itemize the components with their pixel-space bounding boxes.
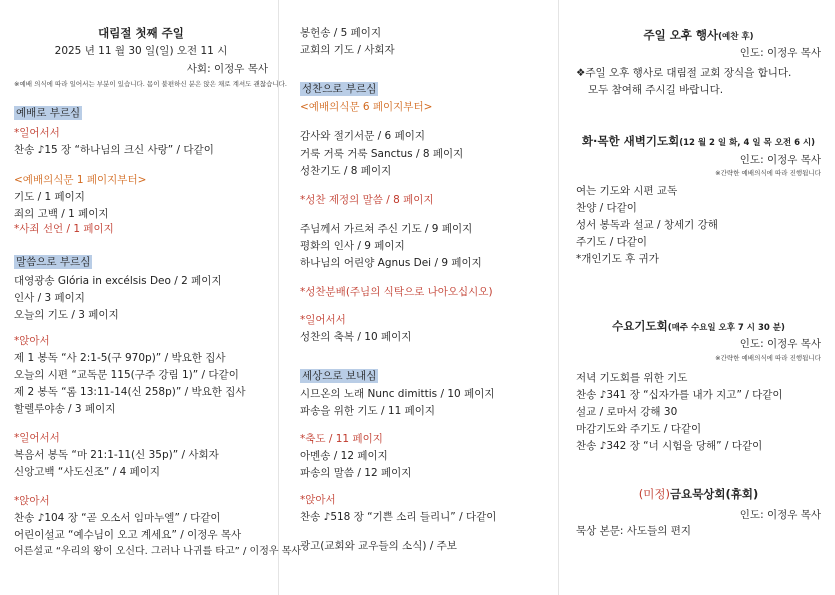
order-item-amen: 아멘송 / 12 페이지 — [300, 450, 388, 462]
stand-cue: *일어서서 — [14, 432, 60, 444]
dawn-title: 화·목한 새벽기도회 — [581, 134, 680, 148]
liturgy-reference: <예배의식문 6 페이지부터> — [300, 101, 433, 113]
wednesday-item: 찬송 ♪341 장 “십자가를 내가 지고” / 다같이 — [576, 389, 783, 401]
order-item-children-sermon: 어린이설교 “예수님이 오고 계세요” / 이정우 목사 — [14, 529, 242, 541]
afternoon-text: ❖주일 오후 행사로 대림절 교회 장식을 합니다. — [576, 67, 792, 79]
order-item-words-of-institution: *성찬 제정의 말씀 / 8 페이지 — [300, 194, 434, 206]
section-header-word: 말씀으로 부르심 — [16, 256, 91, 268]
afternoon-text: 모두 참여해 주시길 바랍니다. — [588, 84, 724, 96]
order-item-offertory: 봉헌송 / 5 페이지 — [300, 27, 382, 39]
wednesday-leader: 인도: 이정우 목사 — [739, 338, 821, 350]
order-item-announcements: 광고(교회와 교우들의 소식) / 주보 — [300, 540, 457, 552]
stand-cue: *일어서서 — [14, 127, 60, 139]
order-item-intercession: 교회의 기도 / 사회자 — [300, 44, 395, 56]
wednesday-heading — [576, 321, 821, 333]
sit-cue: *앉아서 — [300, 494, 336, 506]
order-item-distribution: *성찬분배(주님의 식탁으로 나아오십시오) — [300, 286, 493, 298]
order-item-collect: 오늘의 기도 / 3 페이지 — [14, 309, 119, 321]
service-title: 대림절 첫째 주일 — [98, 26, 184, 40]
dawn-note: ※간략한 예배의식에 따라 진행됩니다 — [715, 169, 821, 177]
bulletin-panel-3 — [558, 0, 835, 595]
dawn-suffix: (12 월 2 일 화, 4 일 목 오전 6 시) — [679, 138, 816, 148]
order-item-psalm: 오늘의 시편 “교독문 115(구주 강림 1)” / 다같이 — [14, 369, 239, 381]
section-header-eucharist: 성찬으로 부르심 — [302, 83, 377, 95]
dawn-item: 여는 기도와 시편 교독 — [576, 185, 678, 197]
order-item-reading1: 제 1 봉독 “사 2:1-5(구 970p)” / 박요한 집사 — [14, 352, 226, 364]
bulletin-panel-1 — [0, 0, 302, 595]
order-item-gospel: 복음서 봉독 “마 21:1-11(신 35p)” / 사회자 — [14, 449, 219, 461]
afternoon-heading — [576, 30, 821, 42]
wednesday-note: ※간략한 예배의식에 따라 진행됩니다 — [715, 354, 821, 362]
sit-cue: *앉아서 — [14, 495, 50, 507]
dawn-item: 성서 봉독과 설교 / 창세기 강해 — [576, 219, 718, 231]
order-item-confession: 죄의 고백 / 1 페이지 — [14, 208, 109, 220]
service-host: 사회: 이정우 목사 — [186, 63, 268, 75]
service-datetime: 2025 년 11 월 30 일(일) 오전 11 시 — [54, 45, 228, 57]
order-item-nunc-dimittis: 시므온의 노래 Nunc dimittis / 10 페이지 — [300, 388, 495, 400]
order-item-alleluia: 할렐루야송 / 3 페이지 — [14, 403, 116, 415]
wednesday-item: 마감기도와 주기도 / 다같이 — [576, 423, 702, 435]
dawn-heading — [576, 136, 821, 148]
friday-title: 금요묵상회(휴회) — [669, 487, 759, 501]
afternoon-leader: 인도: 이정우 목사 — [739, 47, 821, 59]
order-item-reading2: 제 2 봉독 “롬 13:11-14(신 258p)” / 박요한 집사 — [14, 386, 246, 398]
order-item-benediction: *축도 / 11 페이지 — [300, 433, 383, 445]
wednesday-item: 찬송 ♪342 장 “너 시험을 당해” / 다같이 — [576, 440, 763, 452]
friday-leader: 인도: 이정우 목사 — [739, 509, 821, 521]
order-item-prayer: 기도 / 1 페이지 — [14, 191, 85, 203]
section-header-call-to-worship: 예배로 부르심 — [16, 107, 81, 119]
wednesday-suffix: (매주 수요일 오후 7 시 30 분) — [667, 323, 785, 333]
order-item-communion-blessing: 성찬의 축복 / 10 페이지 — [300, 331, 412, 343]
order-item-peace: 평화의 인사 / 9 페이지 — [300, 240, 405, 252]
stand-cue: *일어서서 — [300, 314, 346, 326]
hymn-item: 찬송 ♪518 장 “기쁜 소리 들리니” / 다같이 — [300, 511, 497, 523]
order-item-sermon: 어른설교 “우리의 왕이 오신다. 그러나 나귀를 타고” / 이정우 목사 — [14, 546, 302, 557]
wednesday-title: 수요기도회 — [612, 319, 668, 333]
afternoon-title: 주일 오후 행사 — [643, 28, 719, 42]
order-item-greeting: 인사 / 3 페이지 — [14, 292, 85, 304]
bulletin-panel-2 — [278, 0, 558, 595]
order-item-dismissal: 파송의 말씀 / 12 페이지 — [300, 467, 412, 479]
hymn-item: 찬송 ♪104 장 “곧 오소서 임마누엘” / 다같이 — [14, 512, 221, 524]
section-header-sending: 세상으로 보내심 — [302, 370, 377, 382]
wednesday-item: 설교 / 로마서 강해 30 — [576, 406, 678, 418]
sit-cue: *앉아서 — [14, 335, 50, 347]
order-item-creed: 신앙고백 “사도신조” / 4 페이지 — [14, 466, 161, 478]
dawn-item: *개인기도 후 귀가 — [576, 253, 659, 265]
order-item-thanksgiving: 감사와 절기서문 / 6 페이지 — [300, 130, 425, 142]
hymn-item: 찬송 ♪15 장 “하나님의 크신 사랑” / 다같이 — [14, 144, 214, 156]
friday-text: 묵상 본문: 사도들의 편지 — [576, 525, 691, 537]
wednesday-item: 저녁 기도회를 위한 기도 — [576, 372, 688, 384]
order-item-lords-prayer: 주님께서 가르쳐 주신 기도 / 9 페이지 — [300, 223, 473, 235]
order-item-absolution: *사죄 선언 / 1 페이지 — [14, 223, 114, 235]
dawn-item: 주기도 / 다같이 — [576, 236, 648, 248]
order-item-agnus-dei: 하나님의 어린양 Agnus Dei / 9 페이지 — [300, 257, 482, 269]
service-note: ※예배 의식에 따라 일어서는 부분이 있습니다. 몸이 불편하신 분은 앉은 채로 계셔도 괜찮습니다. — [14, 80, 287, 88]
afternoon-suffix: (예찬 후) — [718, 32, 754, 42]
liturgy-reference: <예배의식문 1 페이지부터> — [14, 174, 147, 186]
order-item-eucharist-prayer: 성찬기도 / 8 페이지 — [300, 165, 392, 177]
dawn-leader: 인도: 이정우 목사 — [739, 154, 821, 166]
friday-prefix: (미정) — [638, 487, 670, 501]
dawn-item: 찬양 / 다같이 — [576, 202, 637, 214]
order-item-post-communion-prayer: 파송을 위한 기도 / 11 페이지 — [300, 405, 436, 417]
friday-heading — [576, 489, 821, 501]
order-item-sanctus: 거룩 거룩 거룩 Sanctus / 8 페이지 — [300, 148, 464, 160]
order-item-gloria: 대영광송 Glória in excélsis Deo / 2 페이지 — [14, 275, 222, 287]
